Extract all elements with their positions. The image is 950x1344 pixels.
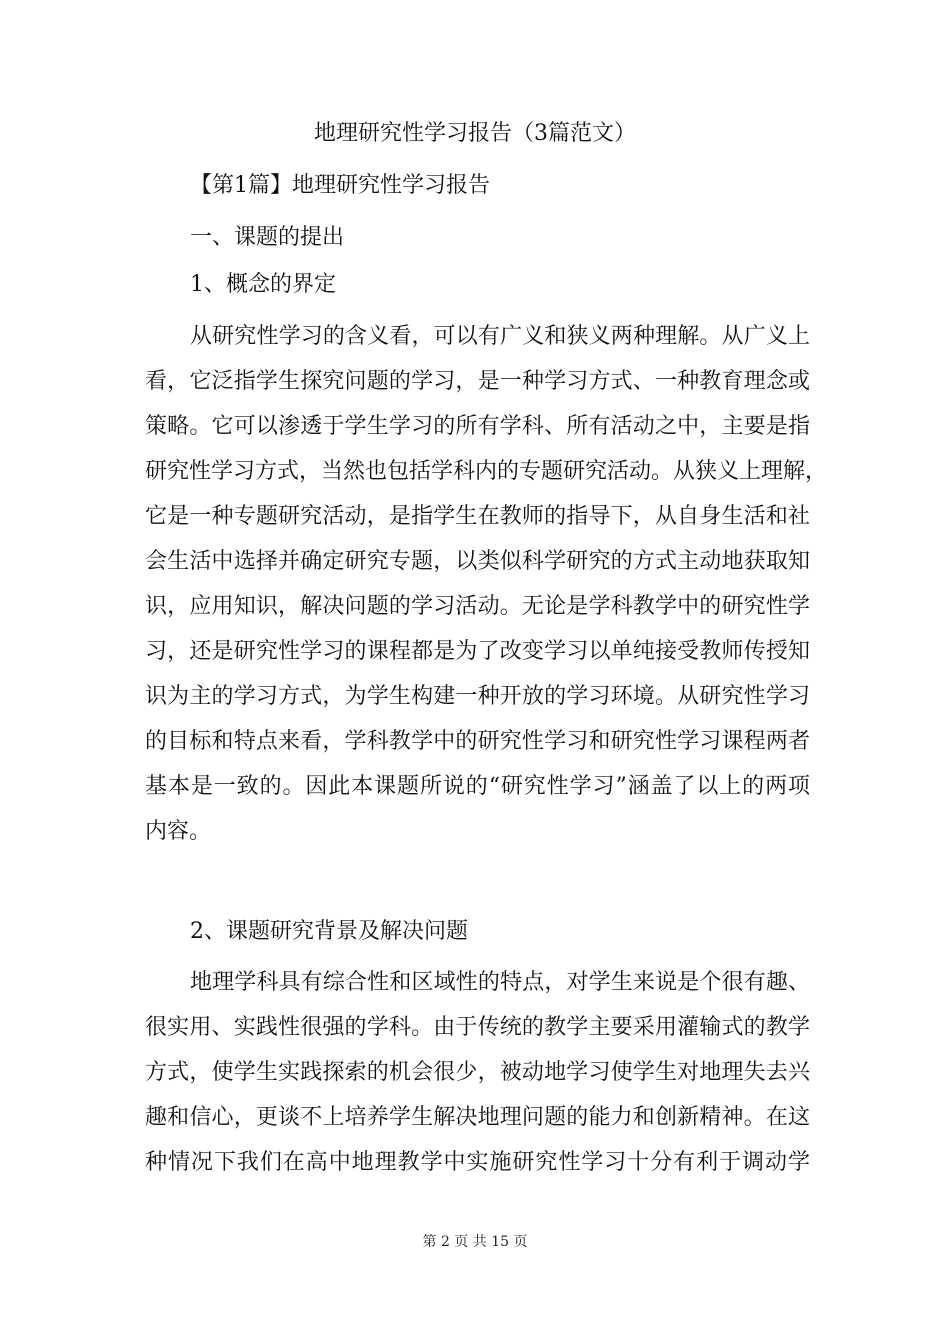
paragraph-line: 方式，使学生实践探索的机会很少，被动地学习使学生对地理失去兴 — [145, 1060, 810, 1085]
page-number-footer: 第 2 页 共 15 页 — [422, 1234, 528, 1250]
paragraph-line: 很实用、实践性很强的学科。由于传统的教学主要采用灌输式的教学 — [145, 1015, 810, 1040]
paragraph-line: 会生活中选择并确定研究专题，以类似科学研究的方式主动地获取知 — [145, 549, 810, 574]
body-paragraph-1 — [145, 314, 828, 854]
paragraph-line: 从研究性学习的含义看，可以有广义和狭义两种理解。从广义上 — [190, 324, 810, 349]
paragraph-line: 识为主的学习方式，为学生构建一种开放的学习环境。从研究性学习 — [145, 684, 810, 709]
body-paragraph-2 — [145, 960, 810, 1185]
paragraph-line: 研究性学习方式，当然也包括学科内的专题研究活动。从狭义上理解， — [145, 459, 828, 484]
section-heading: 一、课题的提出 — [190, 225, 345, 250]
subsection-heading: 2、课题研究背景及解决问题 — [190, 919, 468, 944]
subsection-heading: 1、概念的界定 — [190, 272, 336, 297]
paragraph-line: 策略。它可以渗透于学生学习的所有学科、所有活动之中，主要是指 — [145, 414, 810, 439]
paragraph-line: 地理学科具有综合性和区域性的特点，对学生来说是个很有趣、 — [190, 970, 810, 995]
paragraph-line: 趣和信心，更谈不上培养学生解决地理问题的能力和创新精神。在这 — [145, 1105, 810, 1130]
paragraph-line: 的目标和特点来看，学科教学中的研究性学习和研究性学习课程两者 — [145, 729, 810, 754]
paragraph-line: 它是一种专题研究活动，是指学生在教师的指导下，从自身生活和社 — [145, 504, 810, 529]
document-title: 地理研究性学习报告（3篇范文） — [314, 121, 636, 146]
paragraph-line: 识，应用知识，解决问题的学习活动。无论是学科教学中的研究性学 — [145, 594, 810, 619]
paragraph-line: 种情况下我们在高中地理教学中实施研究性学习十分有利于调动学 — [145, 1150, 810, 1175]
article-heading: 【第1篇】地理研究性学习报告 — [190, 173, 490, 198]
paragraph-line: 习，还是研究性学习的课程都是为了改变学习以单纯接受教师传授知 — [145, 639, 810, 664]
paragraph-line: 基本是一致的。因此本课题所说的“研究性学习”涵盖了以上的两项 — [145, 774, 810, 799]
paragraph-line: 内容。 — [145, 819, 212, 844]
paragraph-line: 看，它泛指学生探究问题的学习，是一种学习方式、一种教育理念或 — [145, 369, 810, 394]
